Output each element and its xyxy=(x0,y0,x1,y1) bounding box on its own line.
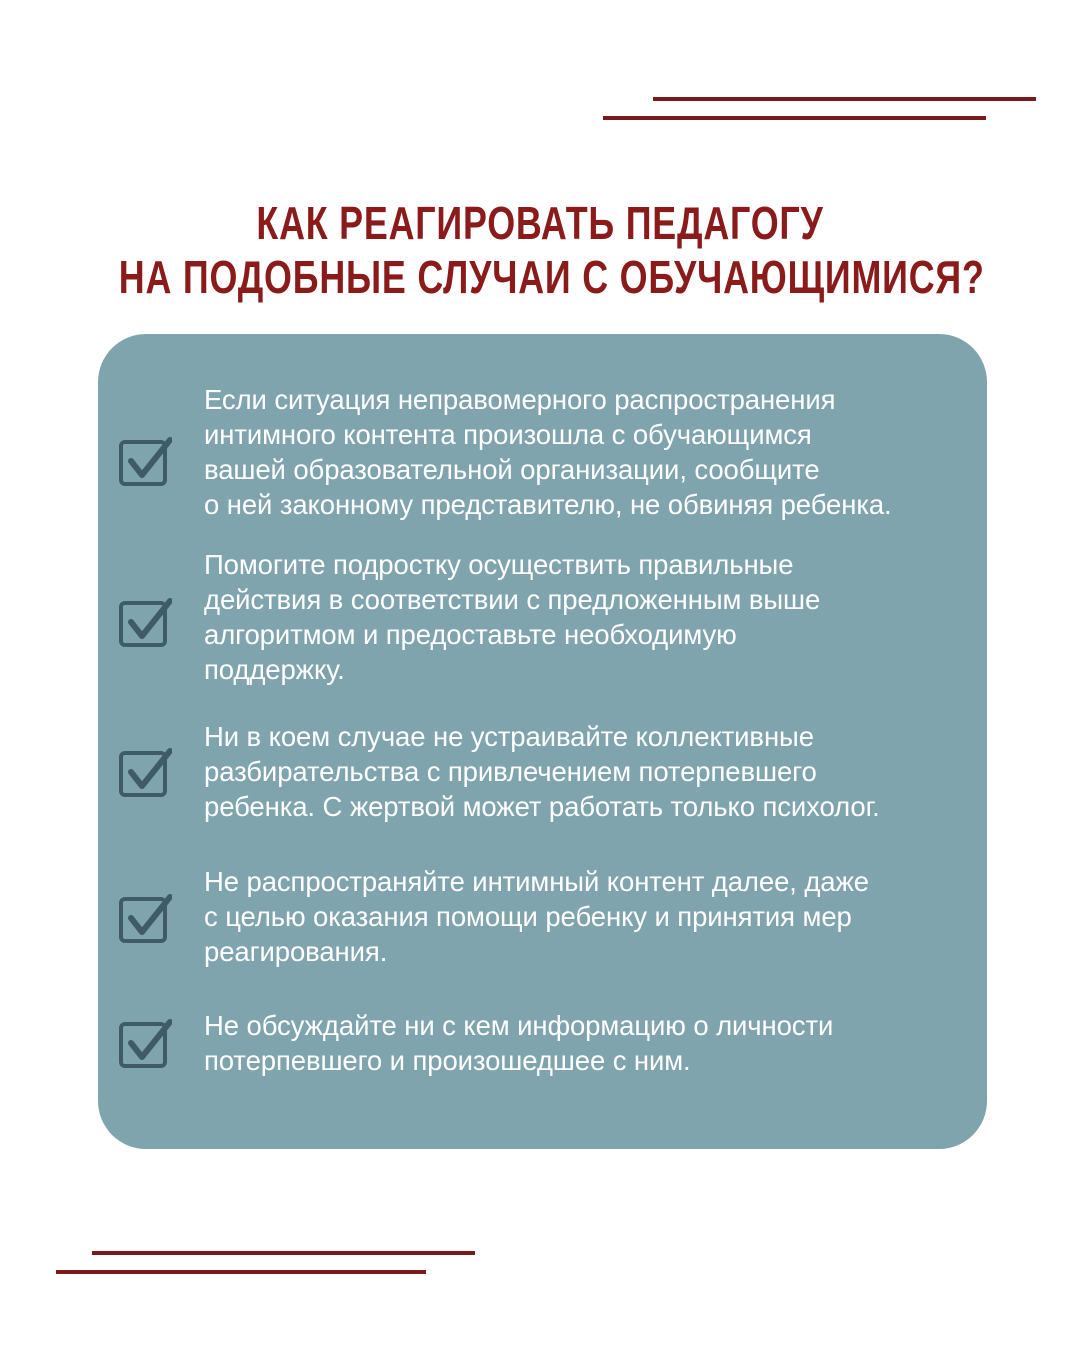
advice-text-line: действия в соответствии с предложенным выше xyxy=(204,584,821,615)
advice-text xyxy=(204,382,974,522)
decorative-line-top xyxy=(603,116,986,120)
advice-text xyxy=(204,719,974,824)
advice-text xyxy=(204,547,974,687)
advice-text-line: с целью оказания помощи ребенку и принятия мер xyxy=(204,901,852,932)
advice-text-line: алгоритмом и предоставьте необходимую xyxy=(204,619,737,650)
advice-text-line: Если ситуация неправомерного распространения xyxy=(204,384,836,415)
advice-text-line: Помогите подростку осуществить правильные xyxy=(204,549,794,580)
checkbox-checked-icon xyxy=(118,595,172,649)
title-line: НА ПОДОБНЫЕ СЛУЧАИ С ОБУЧАЮЩИМИСЯ? xyxy=(118,251,985,303)
advice-text-line: Не обсуждайте ни с кем информацию о личности xyxy=(204,1010,834,1041)
advice-text-line: Ни в коем случае не устраивайте коллективные xyxy=(204,721,814,752)
page-title xyxy=(118,196,985,304)
decorative-line-bottom xyxy=(56,1270,426,1274)
advice-text-line: ребенка. С жертвой может работать только психолог. xyxy=(204,791,880,822)
checkbox-checked-icon xyxy=(118,1016,172,1070)
decorative-line-top xyxy=(653,97,1036,101)
advice-text-line: вашей образовательной организации, сообщите xyxy=(204,454,820,485)
advice-text-line: реагирования. xyxy=(204,936,388,967)
advice-text xyxy=(204,864,974,969)
title-line: КАК РЕАГИРОВАТЬ ПЕДАГОГУ xyxy=(256,197,824,249)
advice-text-line: разбирательства с привлечением потерпевшего xyxy=(204,756,817,787)
advice-text-line: потерпевшего и произошедшее с ним. xyxy=(204,1045,691,1076)
checkbox-checked-icon xyxy=(118,891,172,945)
advice-text xyxy=(204,1008,974,1078)
advice-text-line: о ней законному представителю, не обвиняя ребенка. xyxy=(204,489,892,520)
advice-card xyxy=(98,334,987,1149)
decorative-line-bottom xyxy=(92,1251,475,1255)
advice-text-line: интимного контента произошла с обучающимся xyxy=(204,419,812,450)
checkbox-checked-icon xyxy=(118,745,172,799)
advice-text-line: поддержку. xyxy=(204,654,345,685)
checkbox-checked-icon xyxy=(118,434,172,488)
advice-text-line: Не распространяйте интимный контент далее, даже xyxy=(204,866,869,897)
